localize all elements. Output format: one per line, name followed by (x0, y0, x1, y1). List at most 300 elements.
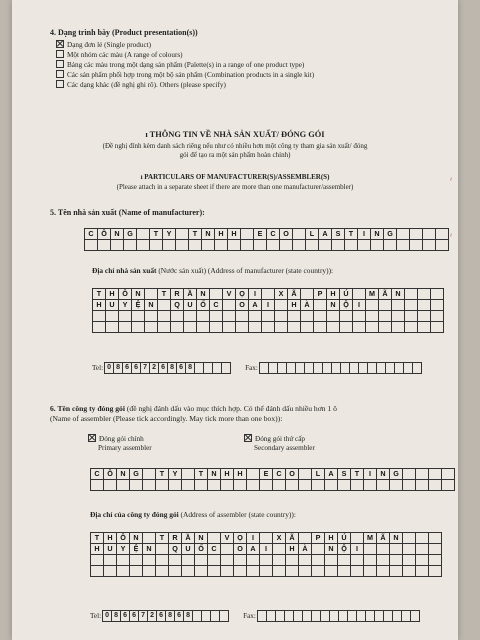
grid-cell[interactable] (223, 311, 236, 322)
grid-cell[interactable] (145, 311, 158, 322)
grid-cell[interactable] (145, 289, 158, 300)
grid-cell[interactable] (312, 566, 325, 577)
grid-cell[interactable] (416, 566, 429, 577)
grid-cell[interactable]: A (249, 300, 262, 311)
grid-cell[interactable]: I (364, 469, 377, 480)
grid-cell[interactable] (351, 555, 364, 566)
grid-cell[interactable] (403, 544, 416, 555)
grid-cell[interactable]: H (91, 544, 104, 555)
grid-cell[interactable] (423, 229, 436, 240)
grid-cell[interactable] (325, 555, 338, 566)
grid-cell[interactable]: O (236, 300, 249, 311)
grid-cell[interactable] (429, 544, 442, 555)
digit-cell[interactable]: 8 (165, 610, 175, 622)
grid-cell[interactable] (249, 322, 262, 333)
grid-cell[interactable]: Ã (286, 533, 299, 544)
digit-cell[interactable] (410, 610, 420, 622)
grid-cell[interactable] (377, 566, 390, 577)
grid-cell[interactable] (325, 480, 338, 491)
grid-cell[interactable] (384, 240, 397, 251)
grid-cell[interactable]: Ệ (130, 544, 143, 555)
grid-cell[interactable] (247, 555, 260, 566)
grid-cell[interactable]: I (262, 300, 275, 311)
grid-cell[interactable]: C (267, 229, 280, 240)
grid-cell[interactable]: Y (163, 229, 176, 240)
grid-cell[interactable]: Ô (117, 533, 130, 544)
digit-cell[interactable]: 6 (158, 362, 168, 374)
grid-cell[interactable]: T (195, 469, 208, 480)
grid-cell[interactable] (223, 322, 236, 333)
grid-cell[interactable] (143, 480, 156, 491)
grid-cell[interactable] (371, 240, 384, 251)
grid-cell[interactable]: Ệ (132, 300, 145, 311)
grid-cell[interactable]: H (106, 289, 119, 300)
checkbox-checked-icon[interactable] (56, 40, 64, 48)
grid-cell[interactable] (429, 480, 442, 491)
grid-cell[interactable]: H (325, 533, 338, 544)
grid-cell[interactable]: C (208, 544, 221, 555)
manufacturer-name-grid[interactable] (84, 228, 449, 251)
grid-cell[interactable] (171, 322, 184, 333)
grid-cell[interactable]: N (390, 533, 403, 544)
grid-cell[interactable] (379, 300, 392, 311)
grid-cell[interactable] (85, 240, 98, 251)
grid-cell[interactable]: T (150, 229, 163, 240)
grid-cell[interactable] (208, 533, 221, 544)
grid-cell[interactable] (158, 322, 171, 333)
grid-cell[interactable] (275, 300, 288, 311)
grid-cell[interactable] (234, 566, 247, 577)
option-combination-kit[interactable]: Các sản phẩm phối hợp trong một bộ sản phẩm (Combination products in a single kit) (56, 70, 314, 80)
grid-cell[interactable]: P (312, 533, 325, 544)
grid-cell[interactable] (379, 322, 392, 333)
grid-cell[interactable] (143, 566, 156, 577)
grid-cell[interactable] (275, 311, 288, 322)
grid-cell[interactable] (106, 322, 119, 333)
grid-cell[interactable]: N (117, 469, 130, 480)
grid-cell[interactable] (416, 544, 429, 555)
grid-cell[interactable] (390, 566, 403, 577)
grid-cell[interactable] (195, 566, 208, 577)
grid-cell[interactable] (119, 311, 132, 322)
grid-cell[interactable] (93, 311, 106, 322)
grid-cell[interactable] (345, 240, 358, 251)
digit-cell[interactable]: 6 (176, 362, 186, 374)
grid-cell[interactable] (93, 322, 106, 333)
grid-cell[interactable] (327, 311, 340, 322)
grid-cell[interactable]: N (143, 544, 156, 555)
digit-cell[interactable]: 8 (185, 362, 195, 374)
grid-cell[interactable] (319, 240, 332, 251)
grid-cell[interactable]: Ô (104, 469, 117, 480)
grid-cell[interactable] (145, 322, 158, 333)
digit-cell[interactable] (412, 362, 422, 374)
grid-cell[interactable] (156, 555, 169, 566)
grid-cell[interactable]: N (130, 533, 143, 544)
grid-cell[interactable] (377, 480, 390, 491)
grid-cell[interactable] (403, 533, 416, 544)
grid-cell[interactable] (98, 240, 111, 251)
grid-cell[interactable] (124, 240, 137, 251)
grid-cell[interactable] (392, 311, 405, 322)
grid-cell[interactable] (299, 555, 312, 566)
digit-cell[interactable] (219, 610, 229, 622)
grid-cell[interactable] (390, 544, 403, 555)
grid-cell[interactable]: C (85, 229, 98, 240)
grid-cell[interactable] (353, 311, 366, 322)
grid-cell[interactable]: Ầ (184, 289, 197, 300)
grid-cell[interactable]: Ộ (340, 300, 353, 311)
grid-cell[interactable]: Ố (197, 300, 210, 311)
grid-cell[interactable] (442, 469, 455, 480)
grid-cell[interactable] (228, 240, 241, 251)
grid-cell[interactable]: N (111, 229, 124, 240)
grid-cell[interactable]: H (221, 469, 234, 480)
grid-cell[interactable] (351, 480, 364, 491)
grid-cell[interactable]: T (91, 533, 104, 544)
grid-cell[interactable]: N (371, 229, 384, 240)
grid-cell[interactable] (299, 480, 312, 491)
grid-cell[interactable]: Ú (340, 289, 353, 300)
grid-cell[interactable]: I (260, 544, 273, 555)
grid-cell[interactable] (429, 555, 442, 566)
grid-cell[interactable] (176, 240, 189, 251)
grid-cell[interactable] (156, 480, 169, 491)
grid-cell[interactable] (405, 300, 418, 311)
grid-cell[interactable]: I (247, 533, 260, 544)
grid-cell[interactable]: T (158, 289, 171, 300)
grid-cell[interactable] (143, 533, 156, 544)
grid-cell[interactable] (247, 566, 260, 577)
grid-cell[interactable] (429, 566, 442, 577)
grid-cell[interactable] (267, 240, 280, 251)
grid-cell[interactable] (312, 480, 325, 491)
grid-cell[interactable] (314, 311, 327, 322)
digit-cell[interactable] (221, 362, 231, 374)
grid-cell[interactable]: G (384, 229, 397, 240)
grid-cell[interactable]: A (319, 229, 332, 240)
grid-cell[interactable]: T (345, 229, 358, 240)
grid-cell[interactable]: O (234, 544, 247, 555)
grid-cell[interactable] (306, 240, 319, 251)
tel-cells[interactable] (103, 610, 229, 622)
grid-cell[interactable]: À (299, 544, 312, 555)
grid-cell[interactable] (299, 469, 312, 480)
fax-cells[interactable] (260, 362, 422, 374)
option-single-product[interactable]: Dạng đơn lẻ (Single product) (56, 40, 314, 50)
grid-cell[interactable] (405, 322, 418, 333)
grid-cell[interactable] (301, 311, 314, 322)
grid-cell[interactable] (169, 566, 182, 577)
grid-cell[interactable] (215, 240, 228, 251)
tel-cells[interactable] (105, 362, 231, 374)
grid-cell[interactable]: V (223, 289, 236, 300)
grid-cell[interactable]: T (156, 533, 169, 544)
grid-cell[interactable] (132, 311, 145, 322)
grid-cell[interactable] (312, 555, 325, 566)
grid-cell[interactable] (254, 240, 267, 251)
grid-cell[interactable] (236, 311, 249, 322)
grid-cell[interactable]: R (169, 533, 182, 544)
digit-cell[interactable]: 0 (102, 610, 112, 622)
grid-cell[interactable]: À (301, 300, 314, 311)
grid-cell[interactable] (208, 555, 221, 566)
grid-cell[interactable] (390, 555, 403, 566)
grid-cell[interactable] (327, 322, 340, 333)
grid-cell[interactable] (210, 289, 223, 300)
grid-cell[interactable] (377, 544, 390, 555)
grid-cell[interactable] (405, 289, 418, 300)
grid-cell[interactable]: O (286, 469, 299, 480)
grid-cell[interactable] (236, 322, 249, 333)
grid-cell[interactable] (429, 469, 442, 480)
grid-cell[interactable] (169, 555, 182, 566)
digit-cell[interactable]: 2 (147, 610, 157, 622)
grid-cell[interactable] (91, 566, 104, 577)
grid-cell[interactable]: L (312, 469, 325, 480)
grid-cell[interactable] (288, 311, 301, 322)
grid-cell[interactable] (150, 240, 163, 251)
grid-cell[interactable] (163, 240, 176, 251)
grid-cell[interactable] (249, 311, 262, 322)
grid-cell[interactable] (195, 555, 208, 566)
grid-cell[interactable]: H (234, 469, 247, 480)
grid-cell[interactable]: H (286, 544, 299, 555)
grid-cell[interactable] (273, 566, 286, 577)
grid-cell[interactable]: H (228, 229, 241, 240)
grid-cell[interactable] (182, 555, 195, 566)
grid-cell[interactable] (197, 322, 210, 333)
grid-cell[interactable]: H (104, 533, 117, 544)
grid-cell[interactable] (314, 322, 327, 333)
grid-cell[interactable] (390, 480, 403, 491)
digit-cell[interactable]: 8 (111, 610, 121, 622)
grid-cell[interactable] (340, 322, 353, 333)
grid-cell[interactable]: H (327, 289, 340, 300)
grid-cell[interactable]: Ã (379, 289, 392, 300)
grid-cell[interactable] (223, 300, 236, 311)
option-palette[interactable]: Bảng các màu trong một dạng sản phẩm (Palette(s) in a range of one product type) (56, 60, 314, 70)
grid-cell[interactable] (273, 544, 286, 555)
grid-cell[interactable] (260, 566, 273, 577)
grid-cell[interactable] (301, 289, 314, 300)
assembler-address-grid[interactable] (90, 532, 442, 577)
grid-cell[interactable]: N (197, 289, 210, 300)
grid-cell[interactable] (184, 322, 197, 333)
grid-cell[interactable] (416, 533, 429, 544)
grid-cell[interactable]: U (104, 544, 117, 555)
grid-cell[interactable]: E (254, 229, 267, 240)
grid-cell[interactable]: U (184, 300, 197, 311)
grid-cell[interactable] (423, 240, 436, 251)
digit-cell[interactable]: 0 (104, 362, 114, 374)
grid-cell[interactable] (106, 311, 119, 322)
grid-cell[interactable]: T (93, 289, 106, 300)
grid-cell[interactable]: Ầ (182, 533, 195, 544)
grid-cell[interactable] (91, 555, 104, 566)
grid-cell[interactable] (403, 480, 416, 491)
digit-cell[interactable]: 8 (183, 610, 193, 622)
grid-cell[interactable]: O (280, 229, 293, 240)
grid-cell[interactable]: Ô (98, 229, 111, 240)
option-range-colours[interactable]: Một nhóm các màu (A range of colours) (56, 50, 314, 60)
grid-cell[interactable]: R (171, 289, 184, 300)
grid-cell[interactable] (364, 480, 377, 491)
grid-cell[interactable] (137, 229, 150, 240)
grid-cell[interactable]: M (366, 289, 379, 300)
grid-cell[interactable]: Ố (195, 544, 208, 555)
grid-cell[interactable]: Q (169, 544, 182, 555)
grid-cell[interactable] (234, 555, 247, 566)
grid-cell[interactable] (182, 469, 195, 480)
grid-cell[interactable] (91, 480, 104, 491)
digit-cell[interactable]: 7 (138, 610, 148, 622)
grid-cell[interactable] (210, 311, 223, 322)
grid-cell[interactable]: Ọ (236, 289, 249, 300)
grid-cell[interactable]: Ô (119, 289, 132, 300)
grid-cell[interactable]: P (314, 289, 327, 300)
grid-cell[interactable] (314, 300, 327, 311)
grid-cell[interactable] (418, 322, 431, 333)
digit-cell[interactable]: 8 (167, 362, 177, 374)
grid-cell[interactable] (299, 566, 312, 577)
grid-cell[interactable]: I (358, 229, 371, 240)
grid-cell[interactable]: I (249, 289, 262, 300)
grid-cell[interactable]: U (106, 300, 119, 311)
grid-cell[interactable] (156, 566, 169, 577)
grid-cell[interactable] (340, 311, 353, 322)
grid-cell[interactable] (197, 311, 210, 322)
grid-cell[interactable] (117, 566, 130, 577)
grid-cell[interactable]: E (260, 469, 273, 480)
grid-cell[interactable] (234, 480, 247, 491)
grid-cell[interactable] (392, 300, 405, 311)
grid-cell[interactable] (104, 555, 117, 566)
grid-cell[interactable] (403, 469, 416, 480)
secondary-assembler-option[interactable]: Đóng gói thứ cấp (244, 434, 305, 444)
assembler-name-grid[interactable] (90, 468, 455, 491)
grid-cell[interactable] (241, 229, 254, 240)
grid-cell[interactable] (429, 533, 442, 544)
grid-cell[interactable]: T (189, 229, 202, 240)
digit-cell[interactable]: 6 (129, 610, 139, 622)
digit-cell[interactable]: 7 (140, 362, 150, 374)
grid-cell[interactable]: N (202, 229, 215, 240)
grid-cell[interactable]: N (325, 544, 338, 555)
grid-cell[interactable] (405, 311, 418, 322)
grid-cell[interactable] (403, 566, 416, 577)
grid-cell[interactable] (403, 555, 416, 566)
grid-cell[interactable] (397, 229, 410, 240)
grid-cell[interactable] (247, 469, 260, 480)
grid-cell[interactable] (182, 480, 195, 491)
grid-cell[interactable]: G (124, 229, 137, 240)
checkbox-icon[interactable] (56, 60, 64, 68)
grid-cell[interactable]: U (182, 544, 195, 555)
grid-cell[interactable] (366, 300, 379, 311)
checkbox-icon[interactable] (56, 70, 64, 78)
grid-cell[interactable] (241, 240, 254, 251)
grid-cell[interactable]: H (215, 229, 228, 240)
grid-cell[interactable] (293, 229, 306, 240)
grid-cell[interactable]: A (247, 544, 260, 555)
grid-cell[interactable] (379, 311, 392, 322)
grid-cell[interactable]: N (195, 533, 208, 544)
grid-cell[interactable]: H (288, 300, 301, 311)
grid-cell[interactable] (418, 289, 431, 300)
digit-cell[interactable]: 6 (122, 362, 132, 374)
grid-cell[interactable] (431, 322, 444, 333)
grid-cell[interactable] (111, 240, 124, 251)
grid-cell[interactable] (182, 566, 195, 577)
grid-cell[interactable]: L (306, 229, 319, 240)
grid-cell[interactable] (169, 480, 182, 491)
grid-cell[interactable] (338, 566, 351, 577)
grid-cell[interactable] (119, 322, 132, 333)
grid-cell[interactable] (221, 555, 234, 566)
option-others[interactable]: Các dạng khác (đề nghị ghi rõ). Others (please specify) (56, 80, 314, 90)
checkbox-icon[interactable] (56, 50, 64, 58)
grid-cell[interactable] (364, 555, 377, 566)
grid-cell[interactable]: Q (171, 300, 184, 311)
grid-cell[interactable] (364, 566, 377, 577)
grid-cell[interactable] (280, 240, 293, 251)
digit-cell[interactable]: 6 (120, 610, 130, 622)
grid-cell[interactable] (358, 240, 371, 251)
grid-cell[interactable]: N (392, 289, 405, 300)
grid-cell[interactable]: Y (169, 469, 182, 480)
grid-cell[interactable] (156, 544, 169, 555)
grid-cell[interactable] (130, 480, 143, 491)
grid-cell[interactable] (377, 555, 390, 566)
grid-cell[interactable]: C (210, 300, 223, 311)
grid-cell[interactable]: N (145, 300, 158, 311)
grid-cell[interactable] (273, 480, 286, 491)
grid-cell[interactable] (260, 480, 273, 491)
grid-cell[interactable] (397, 240, 410, 251)
grid-cell[interactable] (117, 555, 130, 566)
grid-cell[interactable] (221, 544, 234, 555)
digit-cell[interactable]: 6 (131, 362, 141, 374)
grid-cell[interactable]: G (390, 469, 403, 480)
grid-cell[interactable]: G (130, 469, 143, 480)
grid-cell[interactable]: C (273, 469, 286, 480)
grid-cell[interactable] (364, 544, 377, 555)
grid-cell[interactable] (431, 300, 444, 311)
grid-cell[interactable] (208, 480, 221, 491)
grid-cell[interactable]: Ã (288, 289, 301, 300)
grid-cell[interactable]: Y (119, 300, 132, 311)
grid-cell[interactable] (288, 322, 301, 333)
grid-cell[interactable] (418, 300, 431, 311)
grid-cell[interactable]: Y (117, 544, 130, 555)
grid-cell[interactable] (299, 533, 312, 544)
grid-cell[interactable] (338, 555, 351, 566)
grid-cell[interactable] (221, 480, 234, 491)
grid-cell[interactable] (176, 229, 189, 240)
grid-cell[interactable]: N (208, 469, 221, 480)
grid-cell[interactable]: Ọ (234, 533, 247, 544)
grid-cell[interactable] (104, 566, 117, 577)
grid-cell[interactable] (353, 289, 366, 300)
grid-cell[interactable]: T (351, 469, 364, 480)
grid-cell[interactable] (208, 566, 221, 577)
grid-cell[interactable] (171, 311, 184, 322)
grid-cell[interactable] (293, 240, 306, 251)
grid-cell[interactable]: C (91, 469, 104, 480)
grid-cell[interactable] (158, 311, 171, 322)
grid-cell[interactable] (130, 566, 143, 577)
